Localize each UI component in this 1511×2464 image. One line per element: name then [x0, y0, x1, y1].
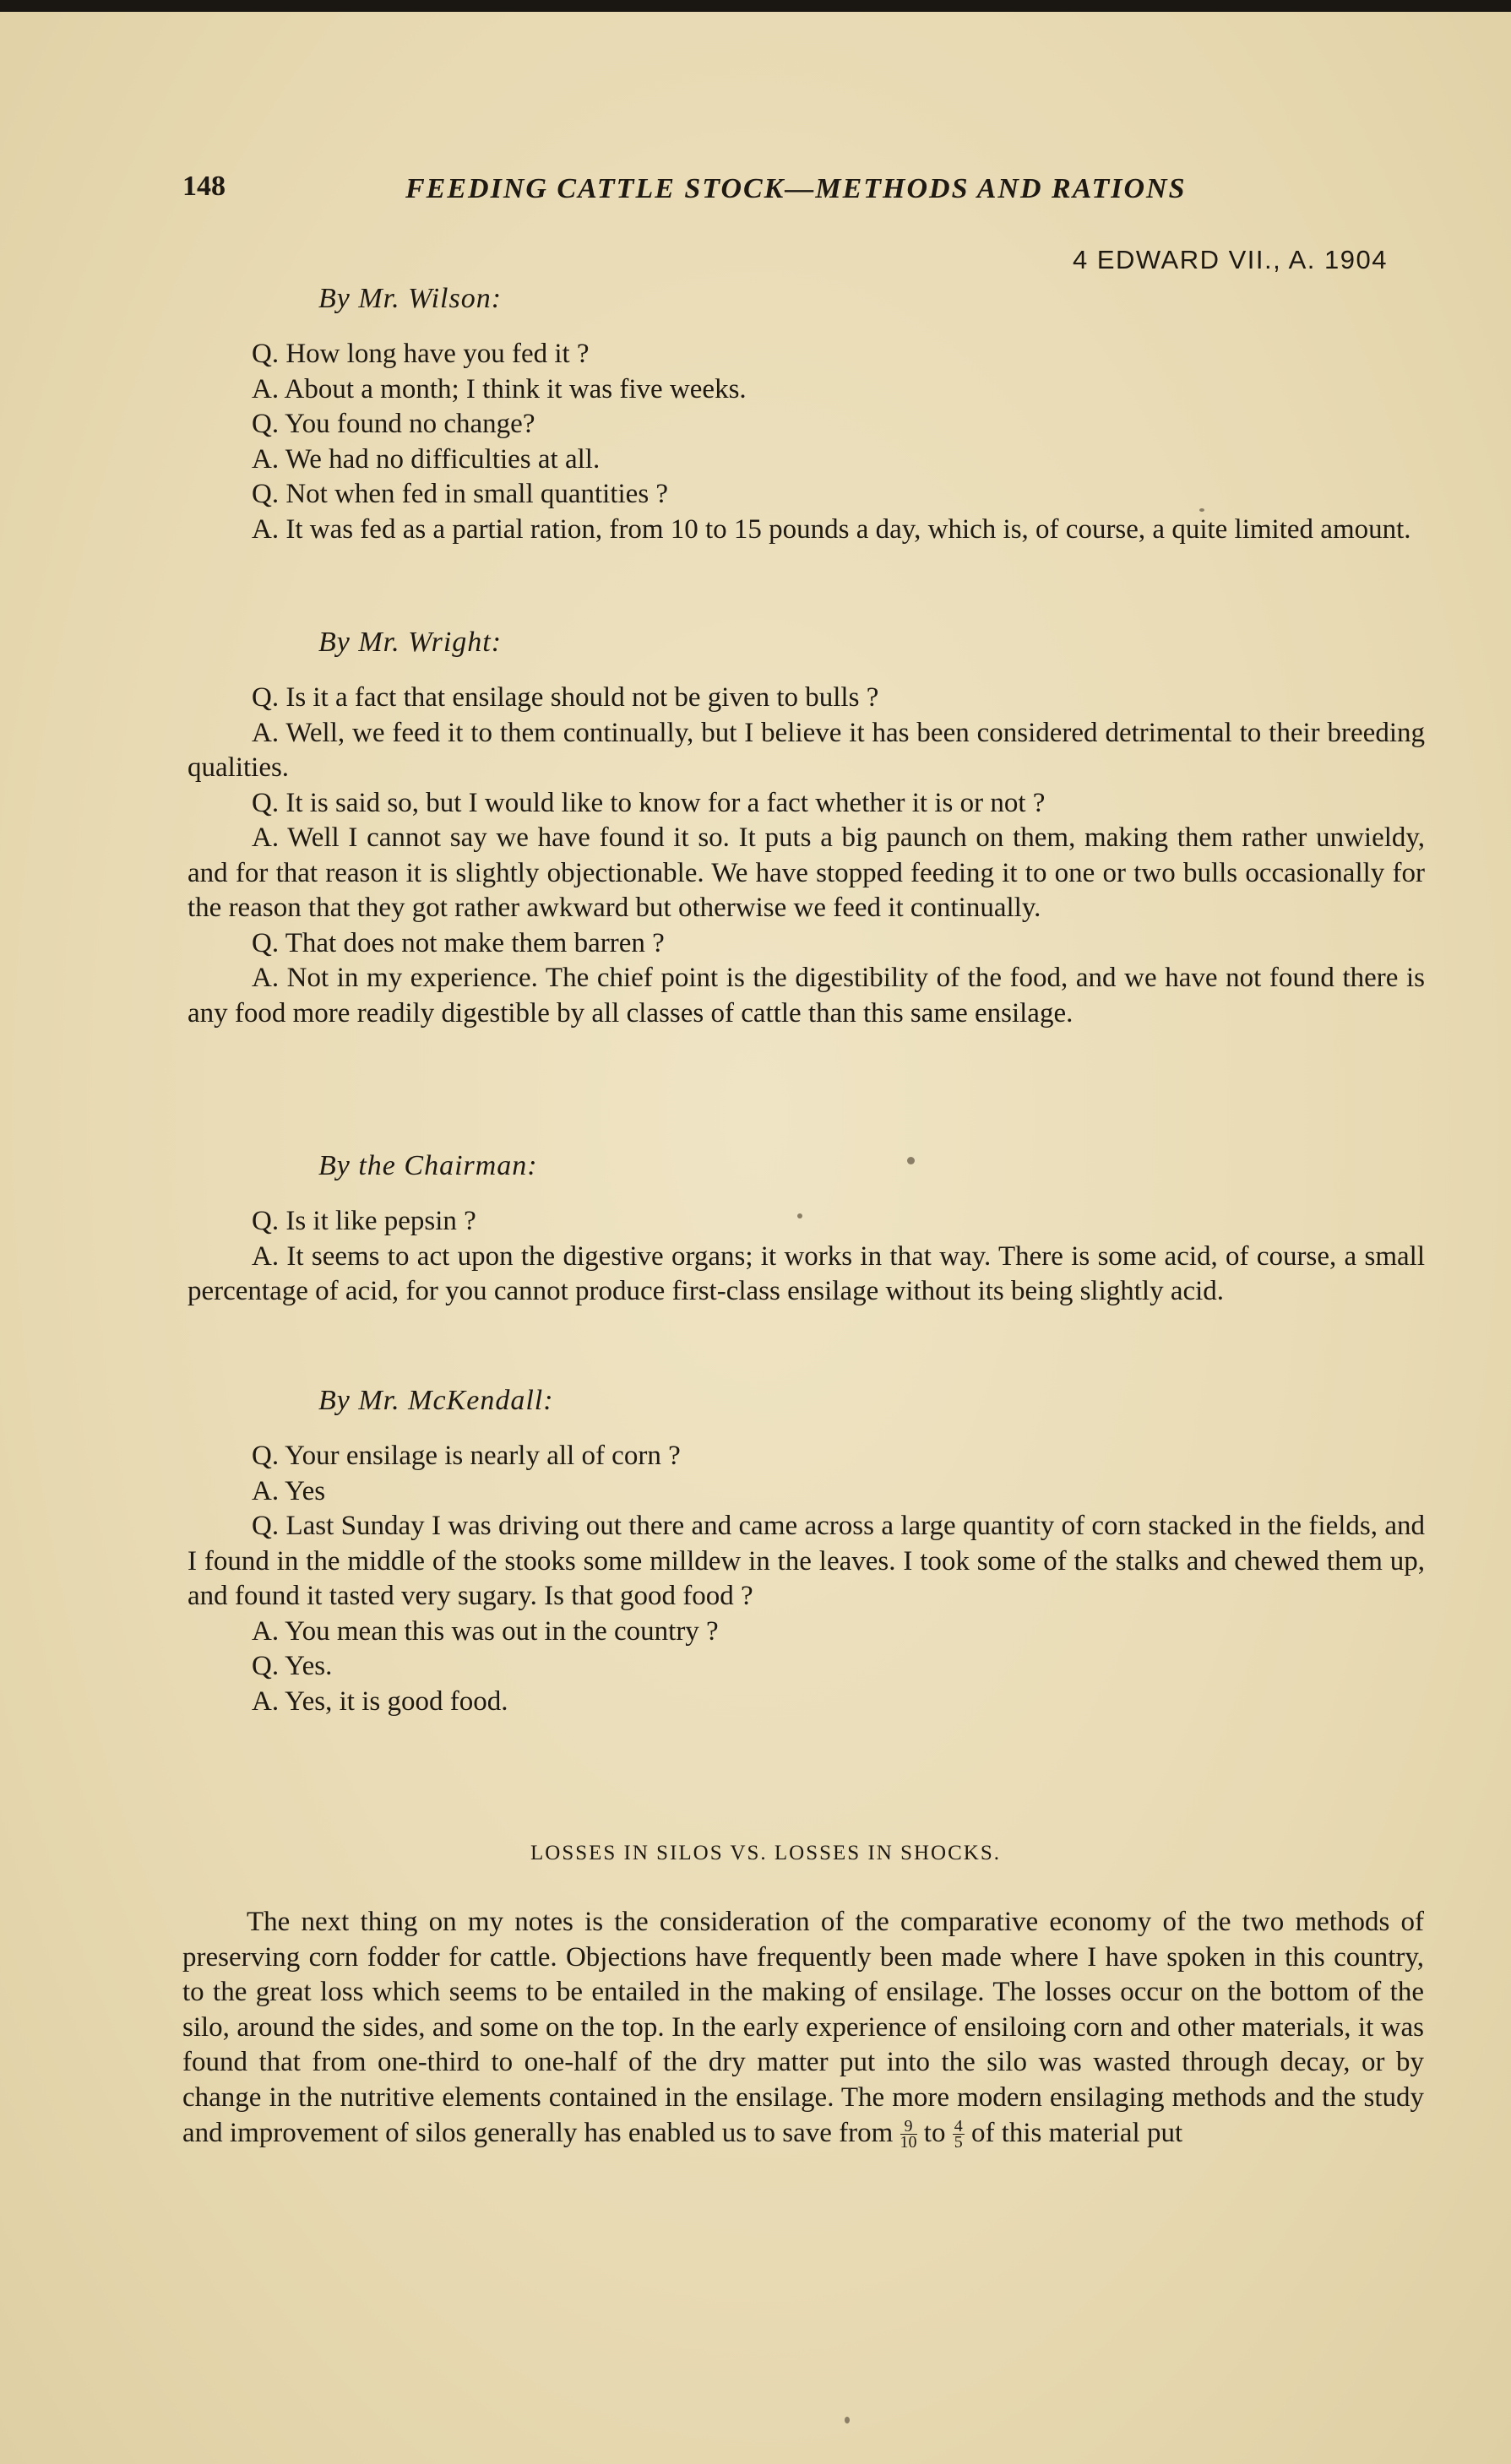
- section-heading: LOSSES IN SILOS VS. LOSSES IN SHOCKS.: [530, 1842, 1001, 1864]
- question-line: Q. Last Sunday I was driving out there and came across a large quantity of corn stacked in the fields, and I found in the middle of the stooks some milldew in the leaves. I took some of the stalks and chewed them up, and found it tasted very sugary. Is that good food ?: [188, 1511, 1425, 1611]
- paper-speck: [907, 1157, 915, 1164]
- speaker-heading: By Mr. McKendall:: [318, 1385, 554, 1416]
- fraction-numerator: 9: [900, 2119, 917, 2135]
- page-number: 148: [182, 171, 226, 202]
- answer-line: A. We had no difficulties at all.: [252, 443, 601, 475]
- answer-line: A. Not in my experience. The chief point is the digestibility of the food, and we have not found there is any food more readily digestible by all classes of cattle than this same ensilage.: [188, 963, 1425, 1028]
- answer-line: A. It seems to act upon the digestive organs; it works in that way. There is some acid, of course, a small percentage of acid, for you cannot produce first-class ensilage without its being slightly acid.: [188, 1240, 1425, 1306]
- session-line: 4 EDWARD VII., A. 1904: [1073, 245, 1388, 274]
- body-text: The next thing on my notes is the consideration of the comparative economy of the two methods of preserving corn fodder for cattle. Objections have frequently been made where I have spoken in this country, to the great loss which seems to be entailed in the making of ensilage. The losses occur on the bottom of the silo, around the sides, and some on the top. In the early experience of ensiloing corn and other materials, it was found that from one-third to one-half of the dry matter put into the silo was wasted through decay, or by change in the nutritive elements contained in the ensilage. The more modern ensilaging methods and the study and improvement of silos generally has enabled us to save from: [182, 1907, 1424, 2148]
- answer-line: A. Yes: [252, 1475, 326, 1506]
- question-line: Q. Your ensilage is nearly all of corn ?: [252, 1441, 681, 1471]
- body-text: to: [923, 2117, 946, 2148]
- question-line: Q. Not when fed in small quantities ?: [252, 479, 669, 509]
- answer-line: A. It was fed as a partial ration, from 10 to 15 pounds a day, which is, of course, a quite limited amount.: [252, 513, 1411, 545]
- answer-line: A. Well, we feed it to them continually, but I believe it has been considered detrimental to their breeding qualities.: [188, 717, 1425, 783]
- fraction-denominator: 5: [954, 2133, 963, 2152]
- testimony-section-mckendall: [188, 1385, 1425, 1719]
- fraction-nine-tenths: [900, 2119, 917, 2150]
- running-title: FEEDING CATTLE STOCK—METHODS AND RATIONS: [405, 173, 1187, 204]
- paper-speck: [845, 2417, 850, 2423]
- speaker-heading: By Mr. Wright:: [318, 627, 503, 658]
- testimony-section-wright: [188, 627, 1425, 1031]
- testimony-section-chairman: [188, 1150, 1425, 1310]
- paper-speck: [797, 1213, 802, 1218]
- question-line: Q. Is it like pepsin ?: [252, 1206, 476, 1236]
- question-line: Q. That does not make them barren ?: [252, 927, 665, 958]
- testimony-section-wilson: [188, 283, 1425, 547]
- question-line: Q. How long have you fed it ?: [252, 339, 590, 369]
- speaker-heading: By Mr. Wilson:: [318, 283, 503, 314]
- fraction-four-fifths: [953, 2119, 965, 2150]
- body-paragraph: [182, 1905, 1424, 2151]
- question-line: Q. It is said so, but I would like to know for a fact whether it is or not ?: [252, 787, 1046, 818]
- answer-line: A. Yes, it is good food.: [252, 1685, 508, 1717]
- question-line: Q. You found no change?: [252, 409, 535, 439]
- question-line: Q. Is it a fact that ensilage should not be given to bulls ?: [252, 682, 879, 713]
- answer-line: A. Well I cannot say we have found it so. It puts a big paunch on them, making them rather unwieldy, and for that reason it is slightly objectionable. We have stopped feeding it to one or two bulls occasionally for the reason that they got rather awkward but otherwise we feed it continually.: [188, 822, 1425, 923]
- body-text: of this material put: [970, 2117, 1183, 2148]
- fraction-numerator: 4: [954, 2117, 963, 2136]
- question-line: Q. Yes.: [252, 1651, 333, 1681]
- answer-line: A. You mean this was out in the country ?: [252, 1615, 719, 1647]
- speaker-heading: By the Chairman:: [318, 1150, 538, 1181]
- answer-line: A. About a month; I think it was five weeks.: [252, 373, 747, 404]
- fraction-denominator: 10: [900, 2133, 917, 2152]
- scan-top-edge: [0, 0, 1511, 12]
- paper-speck: [1199, 508, 1204, 512]
